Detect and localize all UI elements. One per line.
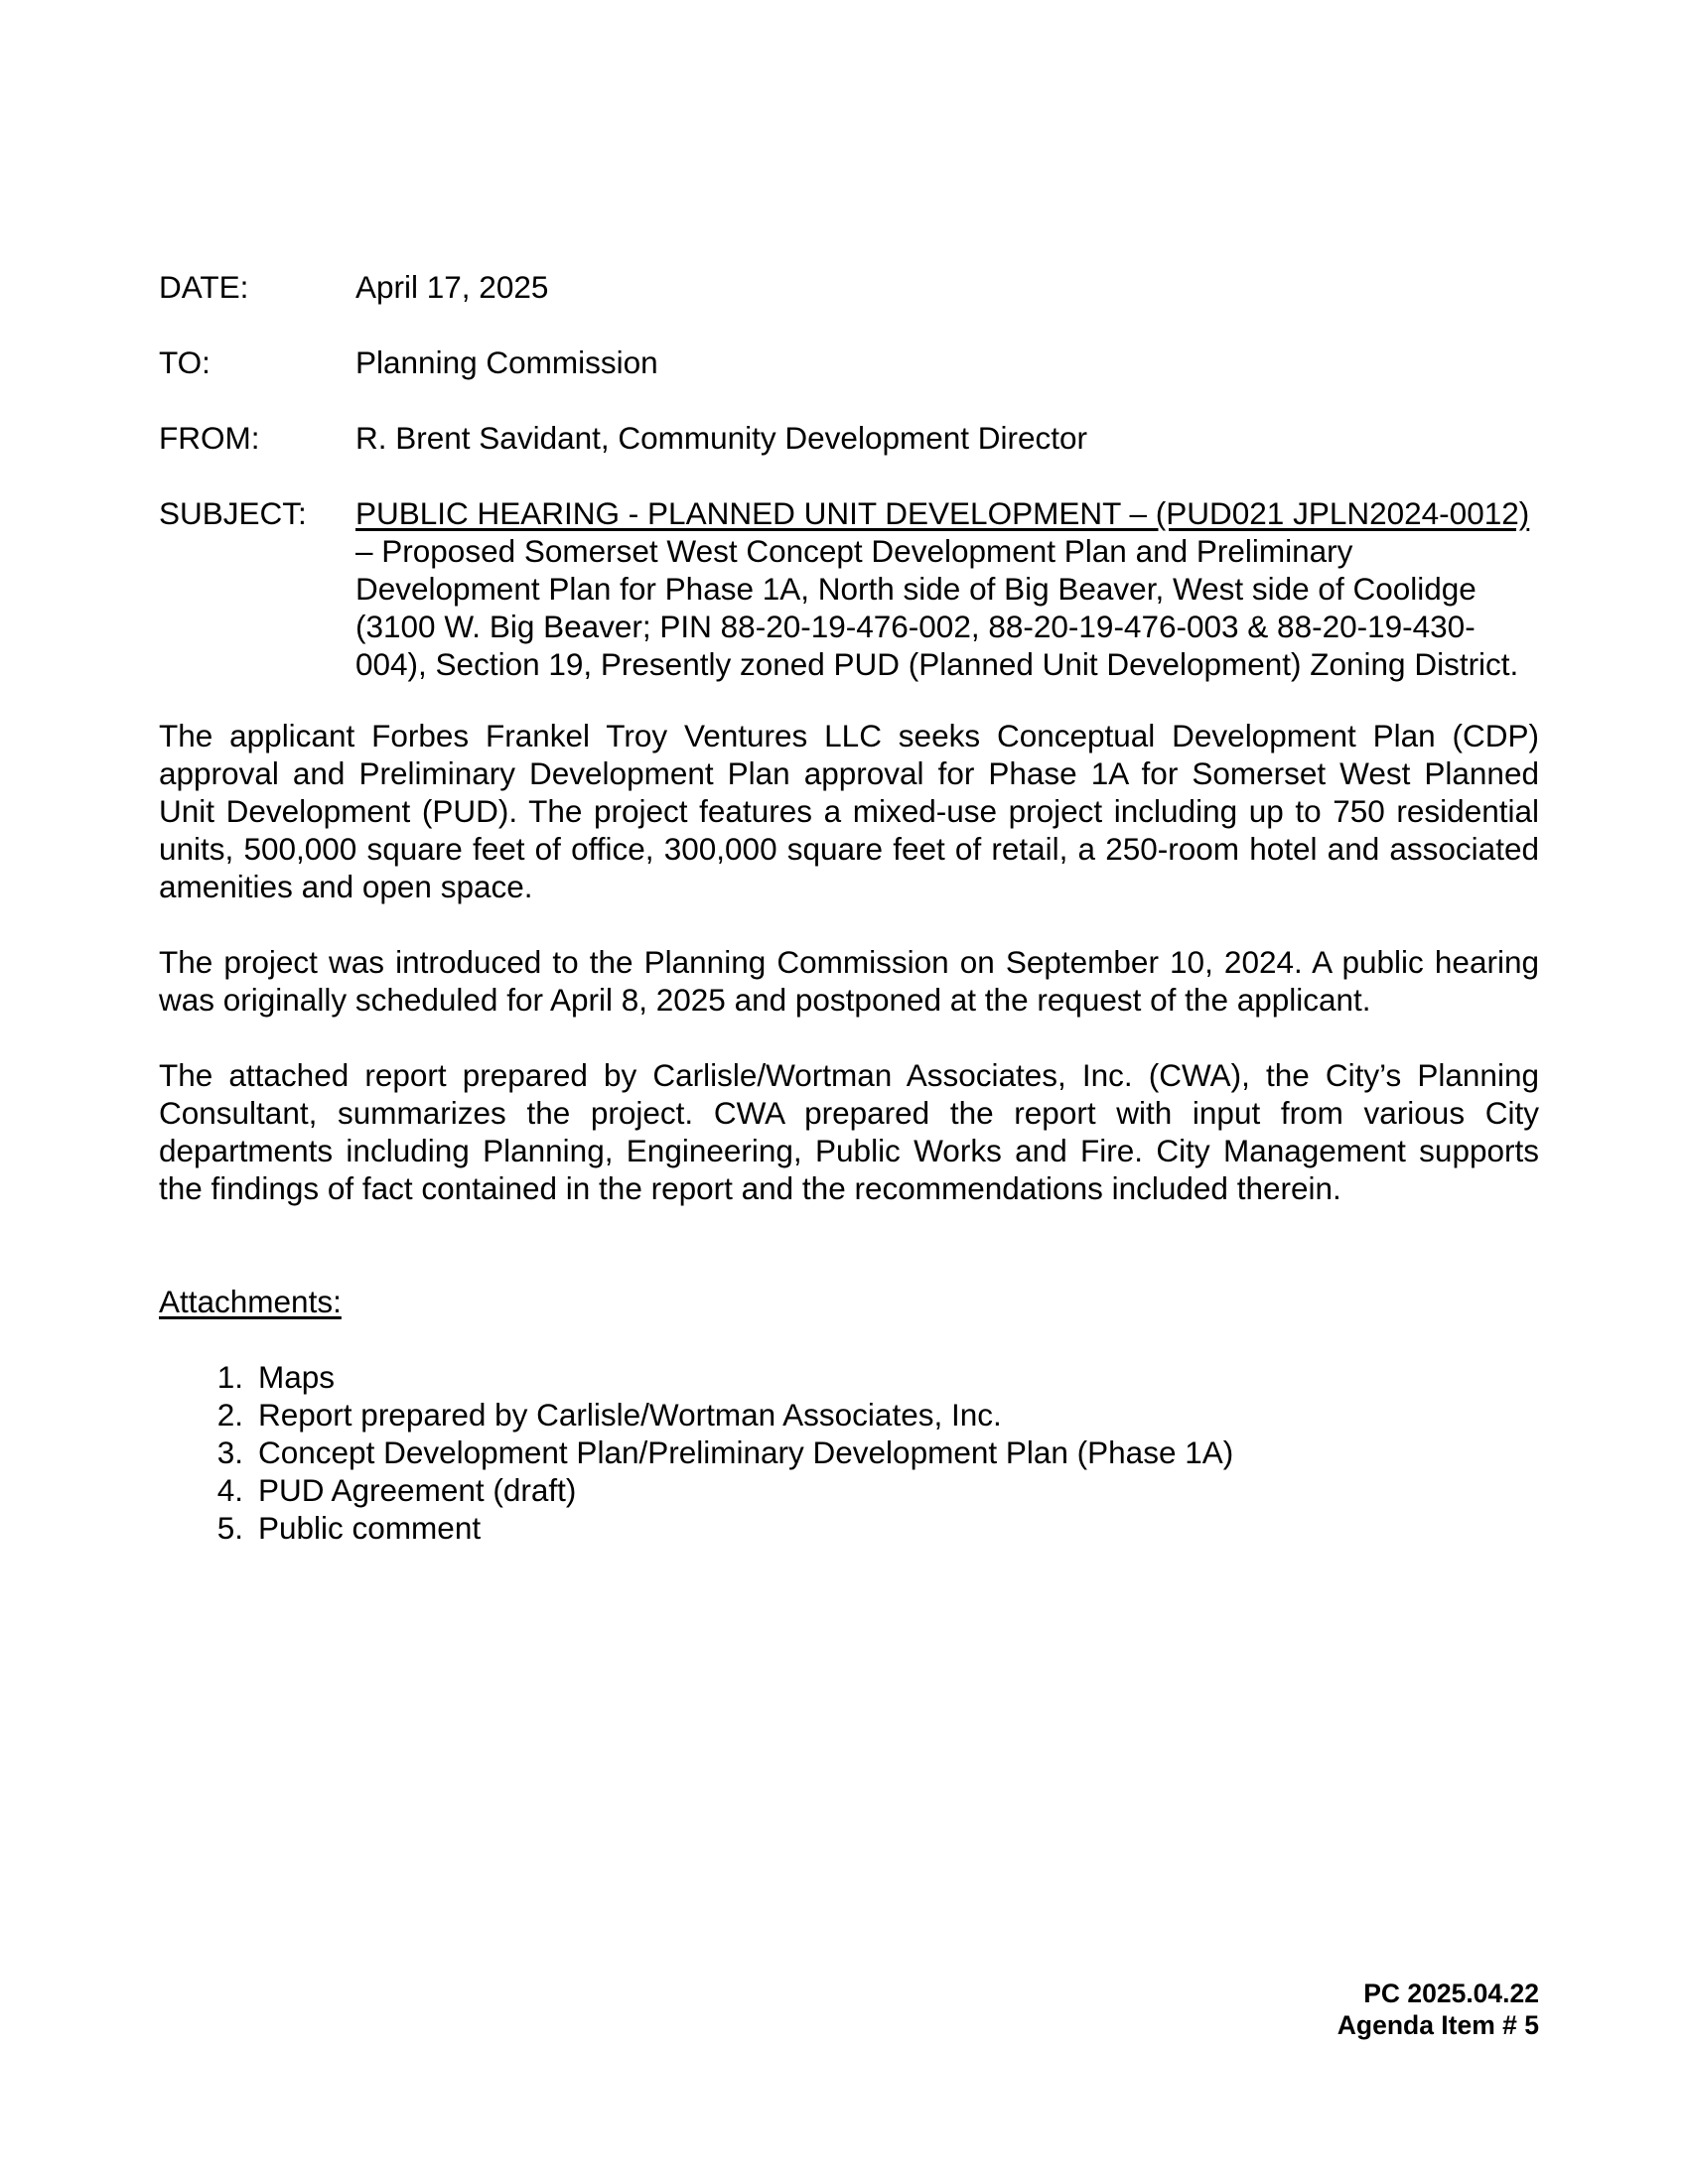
attachment-item	[159, 1509, 1539, 1547]
attachment-text: Maps	[258, 1359, 336, 1395]
attachment-text: PUD Agreement (draft)	[258, 1472, 577, 1508]
body-paragraph-report: The attached report prepared by Carlisle/Wortman Associates, Inc. (CWA), the City’s Planning Consultant, summarizes the project. CWA prepared the report with input from various City departments including Planning, Engineering, Public Works and Fire. City Management supports the findings of fact contained in the report and the recommendations included therein.	[159, 1057, 1539, 1206]
footer-meeting-code: PC 2025.04.22	[1363, 1979, 1539, 2008]
body-paragraph-introduction: The project was introduced to the Planning Commission on September 10, 2024. A public hearing was originally scheduled for April 8, 2025 and postponed at the request of the applicant.	[159, 944, 1539, 1018]
subject-label: SUBJECT:	[159, 495, 307, 531]
attachments-heading: Attachments:	[159, 1284, 342, 1319]
attachment-number: 3.	[216, 1434, 243, 1470]
attachment-item	[159, 1433, 1539, 1471]
attachment-text: Report prepared by Carlisle/Wortman Associates, Inc.	[258, 1397, 1002, 1433]
attachment-number: 2.	[216, 1397, 243, 1433]
agenda-footer	[1337, 1978, 1539, 2041]
body-paragraph-applicant: The applicant Forbes Frankel Troy Ventures LLC seeks Conceptual Development Plan (CDP) approval and Preliminary Development Plan approval for Phase 1A for Somerset West Planned Unit Development (PUD). The project features a mixed-use project including up to 750 residential units, 500,000 square feet of office, 300,000 square feet of retail, a 250-room hotel and associated amenities and open space.	[159, 718, 1539, 904]
to-value: Planning Commission	[355, 344, 658, 380]
from-label: FROM:	[159, 420, 260, 456]
attachment-number: 1.	[216, 1359, 243, 1395]
to-label: TO:	[159, 344, 211, 380]
attachment-text: Concept Development Plan/Preliminary Development Plan (Phase 1A)	[258, 1434, 1234, 1470]
attachment-text: Public comment	[258, 1510, 482, 1546]
attachments-list	[159, 1358, 1539, 1547]
subject-description: – Proposed Somerset West Concept Development Plan and Preliminary Development Plan for Phase 1A, North side of Big Beaver, West side of Coolidge (3100 W. Big Beaver; PIN 88-20-19-476-002, 88-20-19-476-003 & 88-20-19-430-004), Section 19, Presently zoned PUD (Planned Unit Development) Zoning District.	[355, 533, 1519, 682]
memo-date-row	[159, 268, 1539, 306]
subject-value	[355, 494, 1539, 683]
memo-page	[159, 268, 1539, 1547]
from-value: R. Brent Savidant, Community Development Director	[355, 420, 1088, 456]
date-value: April 17, 2025	[355, 269, 549, 305]
date-label: DATE:	[159, 269, 249, 305]
footer-agenda-item: Agenda Item # 5	[1336, 2010, 1539, 2040]
memo-from-row	[159, 419, 1539, 457]
subject-hearing-title: PUBLIC HEARING - PLANNED UNIT DEVELOPMENT – (PUD021 JPLN2024-0012)	[355, 495, 1530, 531]
attachment-item	[159, 1396, 1539, 1433]
memo-to-row	[159, 343, 1539, 381]
attachment-item	[159, 1471, 1539, 1509]
attachment-item	[159, 1358, 1539, 1396]
memo-subject-row	[159, 494, 1539, 683]
attachment-number: 4.	[216, 1472, 243, 1508]
attachment-number: 5.	[216, 1510, 243, 1546]
